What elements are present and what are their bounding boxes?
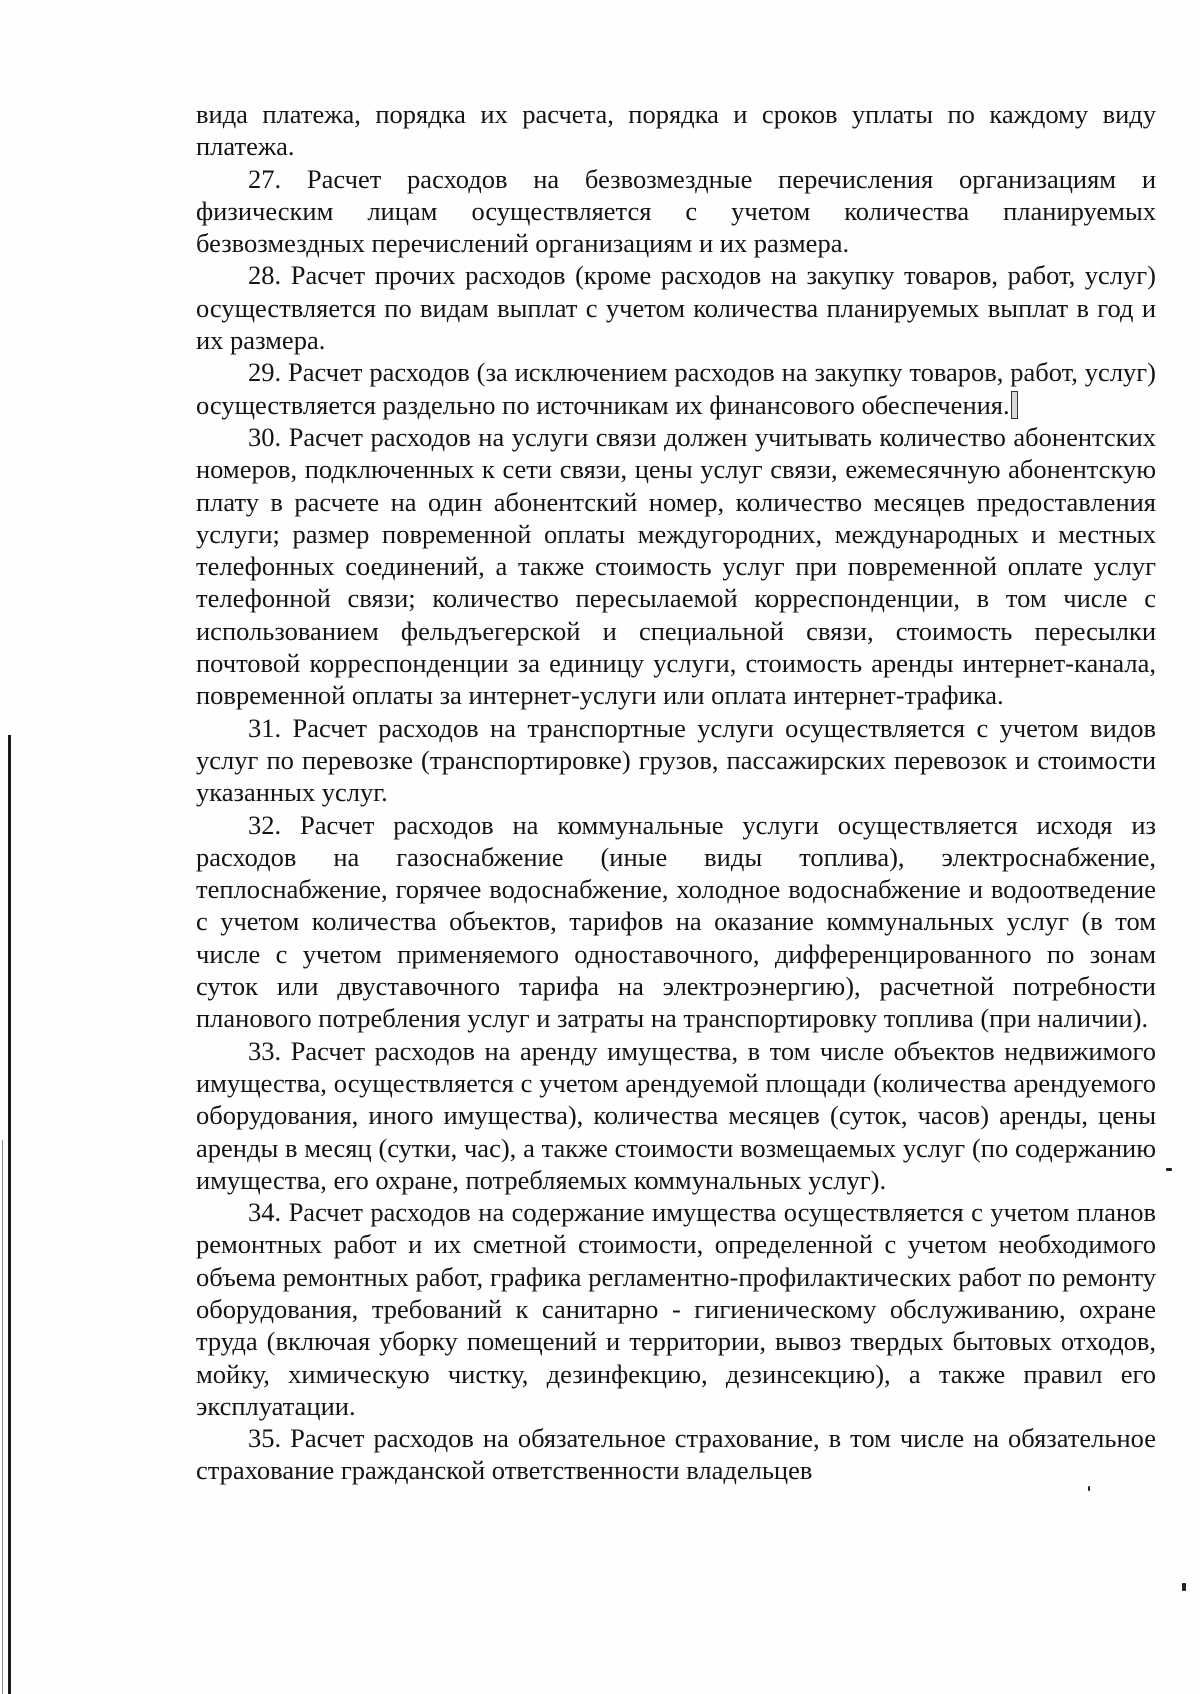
scan-edge-faint-line <box>2 1140 3 1694</box>
paragraph-continuation: вида платежа, порядка их расчета, порядка и сроков уплаты по каждому виду платежа. <box>196 99 1156 162</box>
scan-speck <box>1166 1168 1172 1171</box>
paragraph-31: 31. Расчет расходов на транспортные услуги осуществляется с учетом видов услуг по перевозке (транспортировке) грузов, пассажирских перевозок и стоимости указанных услуг. <box>196 712 1156 808</box>
paragraph-28: 28. Расчет прочих расходов (кроме расходов на закупку товаров, работ, услуг) осуществляется по видам выплат с учетом количества планируемых выплат в год и их размера. <box>196 260 1156 356</box>
paragraph-29 <box>196 356 1156 421</box>
paragraph-30: 30. Расчет расходов на услуги связи должен учитывать количество абонентских номеров, подключенных к сети связи, цены услуг связи, ежемесячную абонентскую плату в расчете на один абонентский номер, количество месяцев предоставления услуги; размер повременной оплаты междугородних, международных и местных телефонных соединений, а также стоимость услуг при повременной оплате услуг телефонной связи; количество пересылаемой корреспонденции, в том числе с использованием фельдъегерской и специальной связи, стоимость пересылки почтовой корреспонденции за единицу услуги, стоимость аренды интернет-канала, повременной оплаты за интернет-услуги или оплата интернет-трафика. <box>196 421 1156 711</box>
text-cursor-mark <box>1011 391 1018 419</box>
paragraph-32: 32. Расчет расходов на коммунальные услуги осуществляется исходя из расходов на газоснабжение (иные виды топлива), электроснабжение, теплоснабжение, горячее водоснабжение, холодное водоснабжение и водоотведение с учетом количества объектов, тарифов на оказание коммунальных услуг (в том числе с учетом применяемого одноставочного, дифференцированного по зонам суток или двуставочного тарифа на электроэнергию), расчетной потребности планового потребления услуг и затраты на транспортировку топлива (при наличии). <box>196 809 1156 1034</box>
paragraph-34: 34. Расчет расходов на содержание имущества осуществляется с учетом планов ремонтных работ и их сметной стоимости, определенной с учетом необходимого объема ремонтных работ, графика регламентно-профилактических работ по ремонту оборудования, требований к санитарно - гигиеническому обслуживанию, охране труда (включая уборку помещений и территории, вывоз твердых бытовых отходов, мойку, химическую чистку, дезинфекцию, дезинсекцию), а также правил его эксплуатации. <box>196 1197 1156 1421</box>
document-body <box>196 98 1156 1487</box>
paragraph-35: 35. Расчет расходов на обязательное страхование, в том числе на обязательное страхование гражданской ответственности владельцев <box>196 1423 1156 1486</box>
paragraph-27: 27. Расчет расходов на безвозмездные перечисления организациям и физическим лицам осуществляется с учетом количества планируемых безвозмездных перечислений организациям и их размера. <box>196 163 1156 259</box>
paragraph-33: 33. Расчет расходов на аренду имущества, в том числе объектов недвижимого имущества, осуществляется с учетом арендуемой площади (количества арендуемого оборудования, иного имущества), количества месяцев (суток, часов) аренды, цены аренды в месяц (сутки, час), а также стоимости возмещаемых услуг (по содержанию имущества, его охране, потребляемых коммунальных услуг). <box>196 1035 1156 1195</box>
scan-speck <box>1182 1583 1186 1591</box>
scan-edge-shadow <box>8 735 11 1694</box>
paragraph-29-text: 29. Расчет расходов (за исключением расходов на закупку товаров, работ, услуг) осуществляется раздельно по источникам их финансового обеспечения. <box>196 357 1156 420</box>
